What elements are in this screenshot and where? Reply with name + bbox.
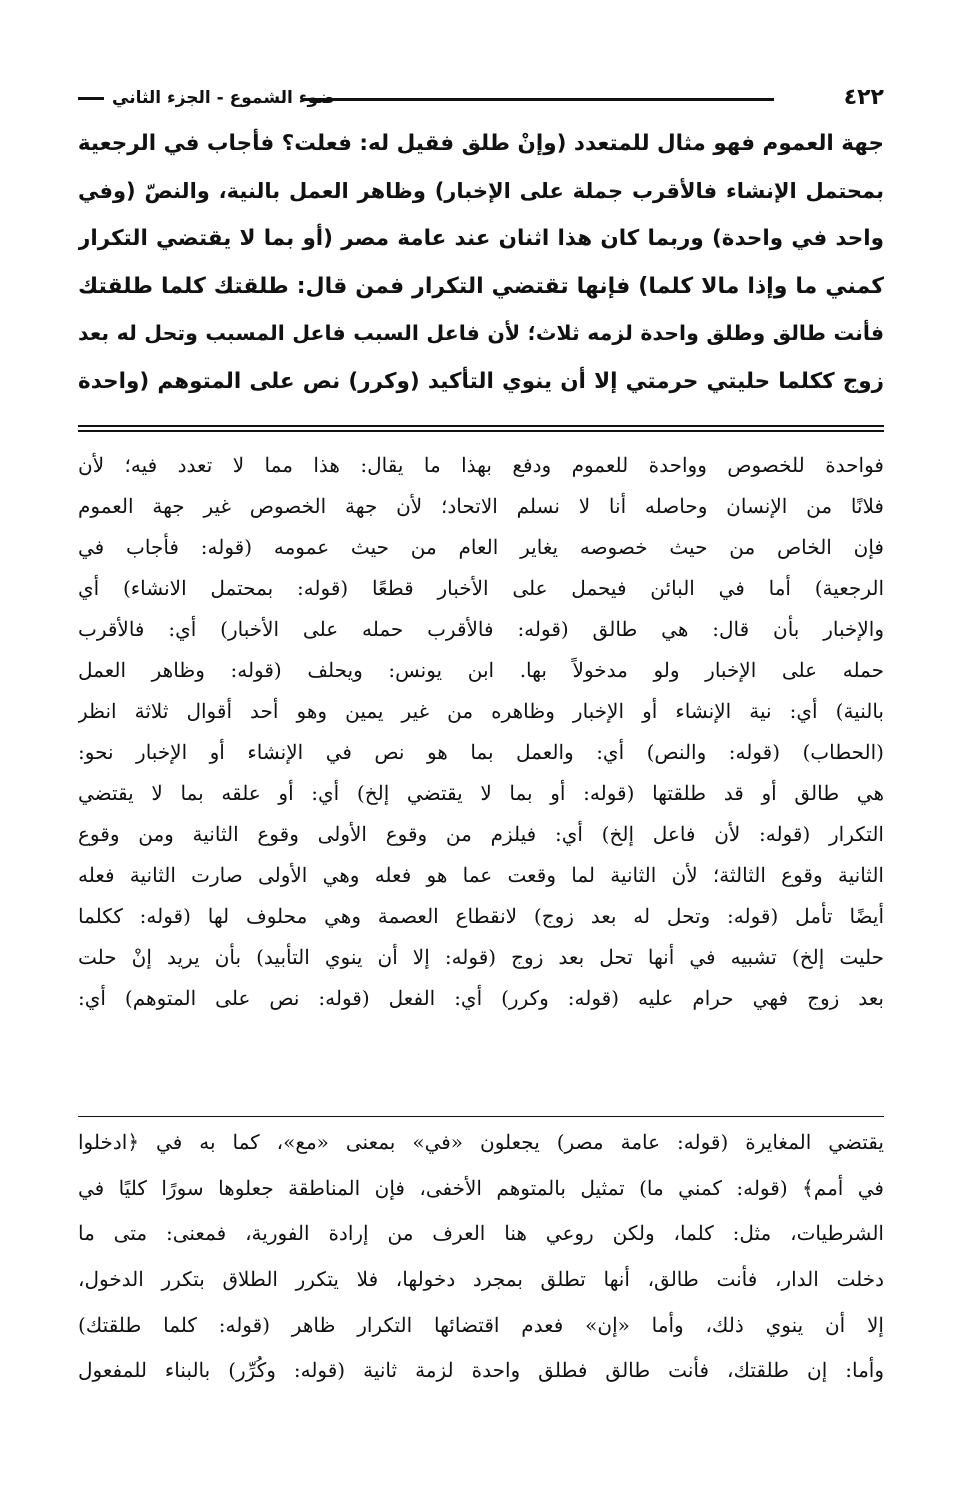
commentary-1-line: والإخبار بأن قال: هي طالق (قوله: فالأقرب حمله على الأخبار) أي: فالأقرب [78, 617, 884, 641]
commentary-1-line: التكرار (قوله: لأن فاعل إلخ) أي: فيلزم من وقوع الأولى وقوع الثانية ومن وقوع [78, 822, 884, 846]
commentary-1-line: بالنية) أي: نية الإنشاء أو الإخبار وظاهره من غير يمين وهو أحد أقوال ثلاثة انظر [78, 699, 884, 723]
main-line: بمحتمل الإنشاء فالأقرب جملة على الإخبار) وظاهر العمل بالنية، والنصّ (وفي [78, 178, 884, 203]
commentary-1-line: الرجعية) أما في البائن فيحمل على الأخبار قطعًا (قوله: بمحتمل الانشاء) أي [78, 576, 884, 600]
commentary-1-line: فواحدة للخصوص وواحدة للعموم ودفع بهذا ما يقال: هذا مما لا تعدد فيه؛ لأن [78, 453, 884, 477]
main-line: جهة العموم فهو مثال للمتعدد (وإنْ طلق فقيل له: فعلت؟ فأجاب في الرجعية [78, 131, 884, 156]
header-rule [303, 98, 774, 101]
main-line: فأنت طالق وطلق واحدة لزمه ثلاث؛ لأن فاعل السبب فاعل المسبب وتحل له بعد [78, 321, 884, 345]
commentary-2-line: الشرطيات، مثل: كلما، ولكن روعي هنا العرف من إرادة الفورية، فمعنى: متى ما [78, 1221, 884, 1246]
commentary-1-line: أيضًا تأمل (قوله: وتحل له بعد زوج) لانقطاع العصمة وهي محلوف لها (قوله: ككلما [78, 904, 884, 928]
running-title-text: ضوء الشموع - الجزء الثاني [112, 88, 335, 108]
running-title [78, 86, 335, 110]
commentary-1-line: (الحطاب) (قوله: والنص) أي: والعمل بما هو نص في الإنشاء أو الإخبار نحو: [78, 740, 884, 764]
page-number: ٤٢٢ [843, 85, 884, 110]
commentary-2-line: إلا أن ينوي ذلك، وأما «إن» فعدم اقتضائها التكرار ظاهر (قوله: كلما طلقتك) [78, 1312, 884, 1337]
commentary-1-line: الثانية وقوع الثالثة؛ لأن الثانية لما وقعت عما هو فعله وهي الأولى صارت الثانية فعله [78, 863, 884, 887]
commentary-1-line: حمله على الإخبار ولو مدخولاً بها. ابن يونس: ويحلف (قوله: وظاهر العمل [78, 658, 884, 682]
commentary-2 [78, 1120, 884, 1394]
commentary-2-line: يقتضي المغايرة (قوله: عامة مصر) يجعلون «في» بمعنى «مع»، كما به في ﴿ادخلوا [78, 1130, 884, 1154]
main-line: كمني ما وإذا مالا كلما) فإنها تقتضي التكرار فمن قال: طلقتك كلما طلقتك [78, 273, 884, 299]
commentary-1-line: فإن الخاص من حيث خصوصه يغاير العام من حيث عمومه (قوله: فأجاب في [78, 535, 884, 559]
commentary-2-line: وأما: إن طلقتك، فأنت طالق فطلق واحدة لزمة ثانية (قوله: وكُرِّر) بالبناء للمفعول [78, 1358, 884, 1383]
header-dash [78, 97, 104, 100]
main-line: واحد في واحدة) وربما كان هذا اثنان عند عامة مصر (أو بما لا يقتضي التكرار [78, 226, 884, 251]
commentary-1-line: حليت إلخ) تشبيه في أنها تحل بعد زوج (قوله: إلا أن ينوي التأبيد) بأن يريد إنْ حلت [78, 945, 884, 969]
running-header [78, 86, 884, 110]
main-line: زوج ككلما حليتي حرمتي إلا أن ينوي التأكيد (وكرر) نص على المتوهم (واحدة [78, 368, 884, 394]
commentary-1-line: فلانًا من الإنسان وحاصله أنا لا نسلم الاتحاد؛ لأن جهة الخصوص غير جهة العموم [78, 494, 884, 518]
single-divider [78, 1116, 884, 1117]
commentary-1-line: بعد زوج فهي حرام عليه (قوله: وكرر) أي: الفعل (قوله: نص على المتوهم) أي: [78, 986, 884, 1010]
double-divider [78, 425, 884, 432]
commentary-2-line: في أمم﴾ (قوله: كمني ما) تمثيل بالمتوهم الأخفى، فإن المناطقة جعلوها سورًا كليًا في [78, 1175, 884, 1200]
main-text [78, 120, 884, 405]
commentary-2-line: دخلت الدار، فأنت طالق، أنها تطلق بمجرد دخولها، فلا يتكرر الطلاق بتكرر الدخول، [78, 1267, 884, 1292]
commentary-1-line: هي طالق أو قد طلقتها (قوله: أو بما لا يقتضي إلخ) أي: أو علقه بما لا يقتضي [78, 781, 884, 805]
commentary-1 [78, 445, 884, 1019]
